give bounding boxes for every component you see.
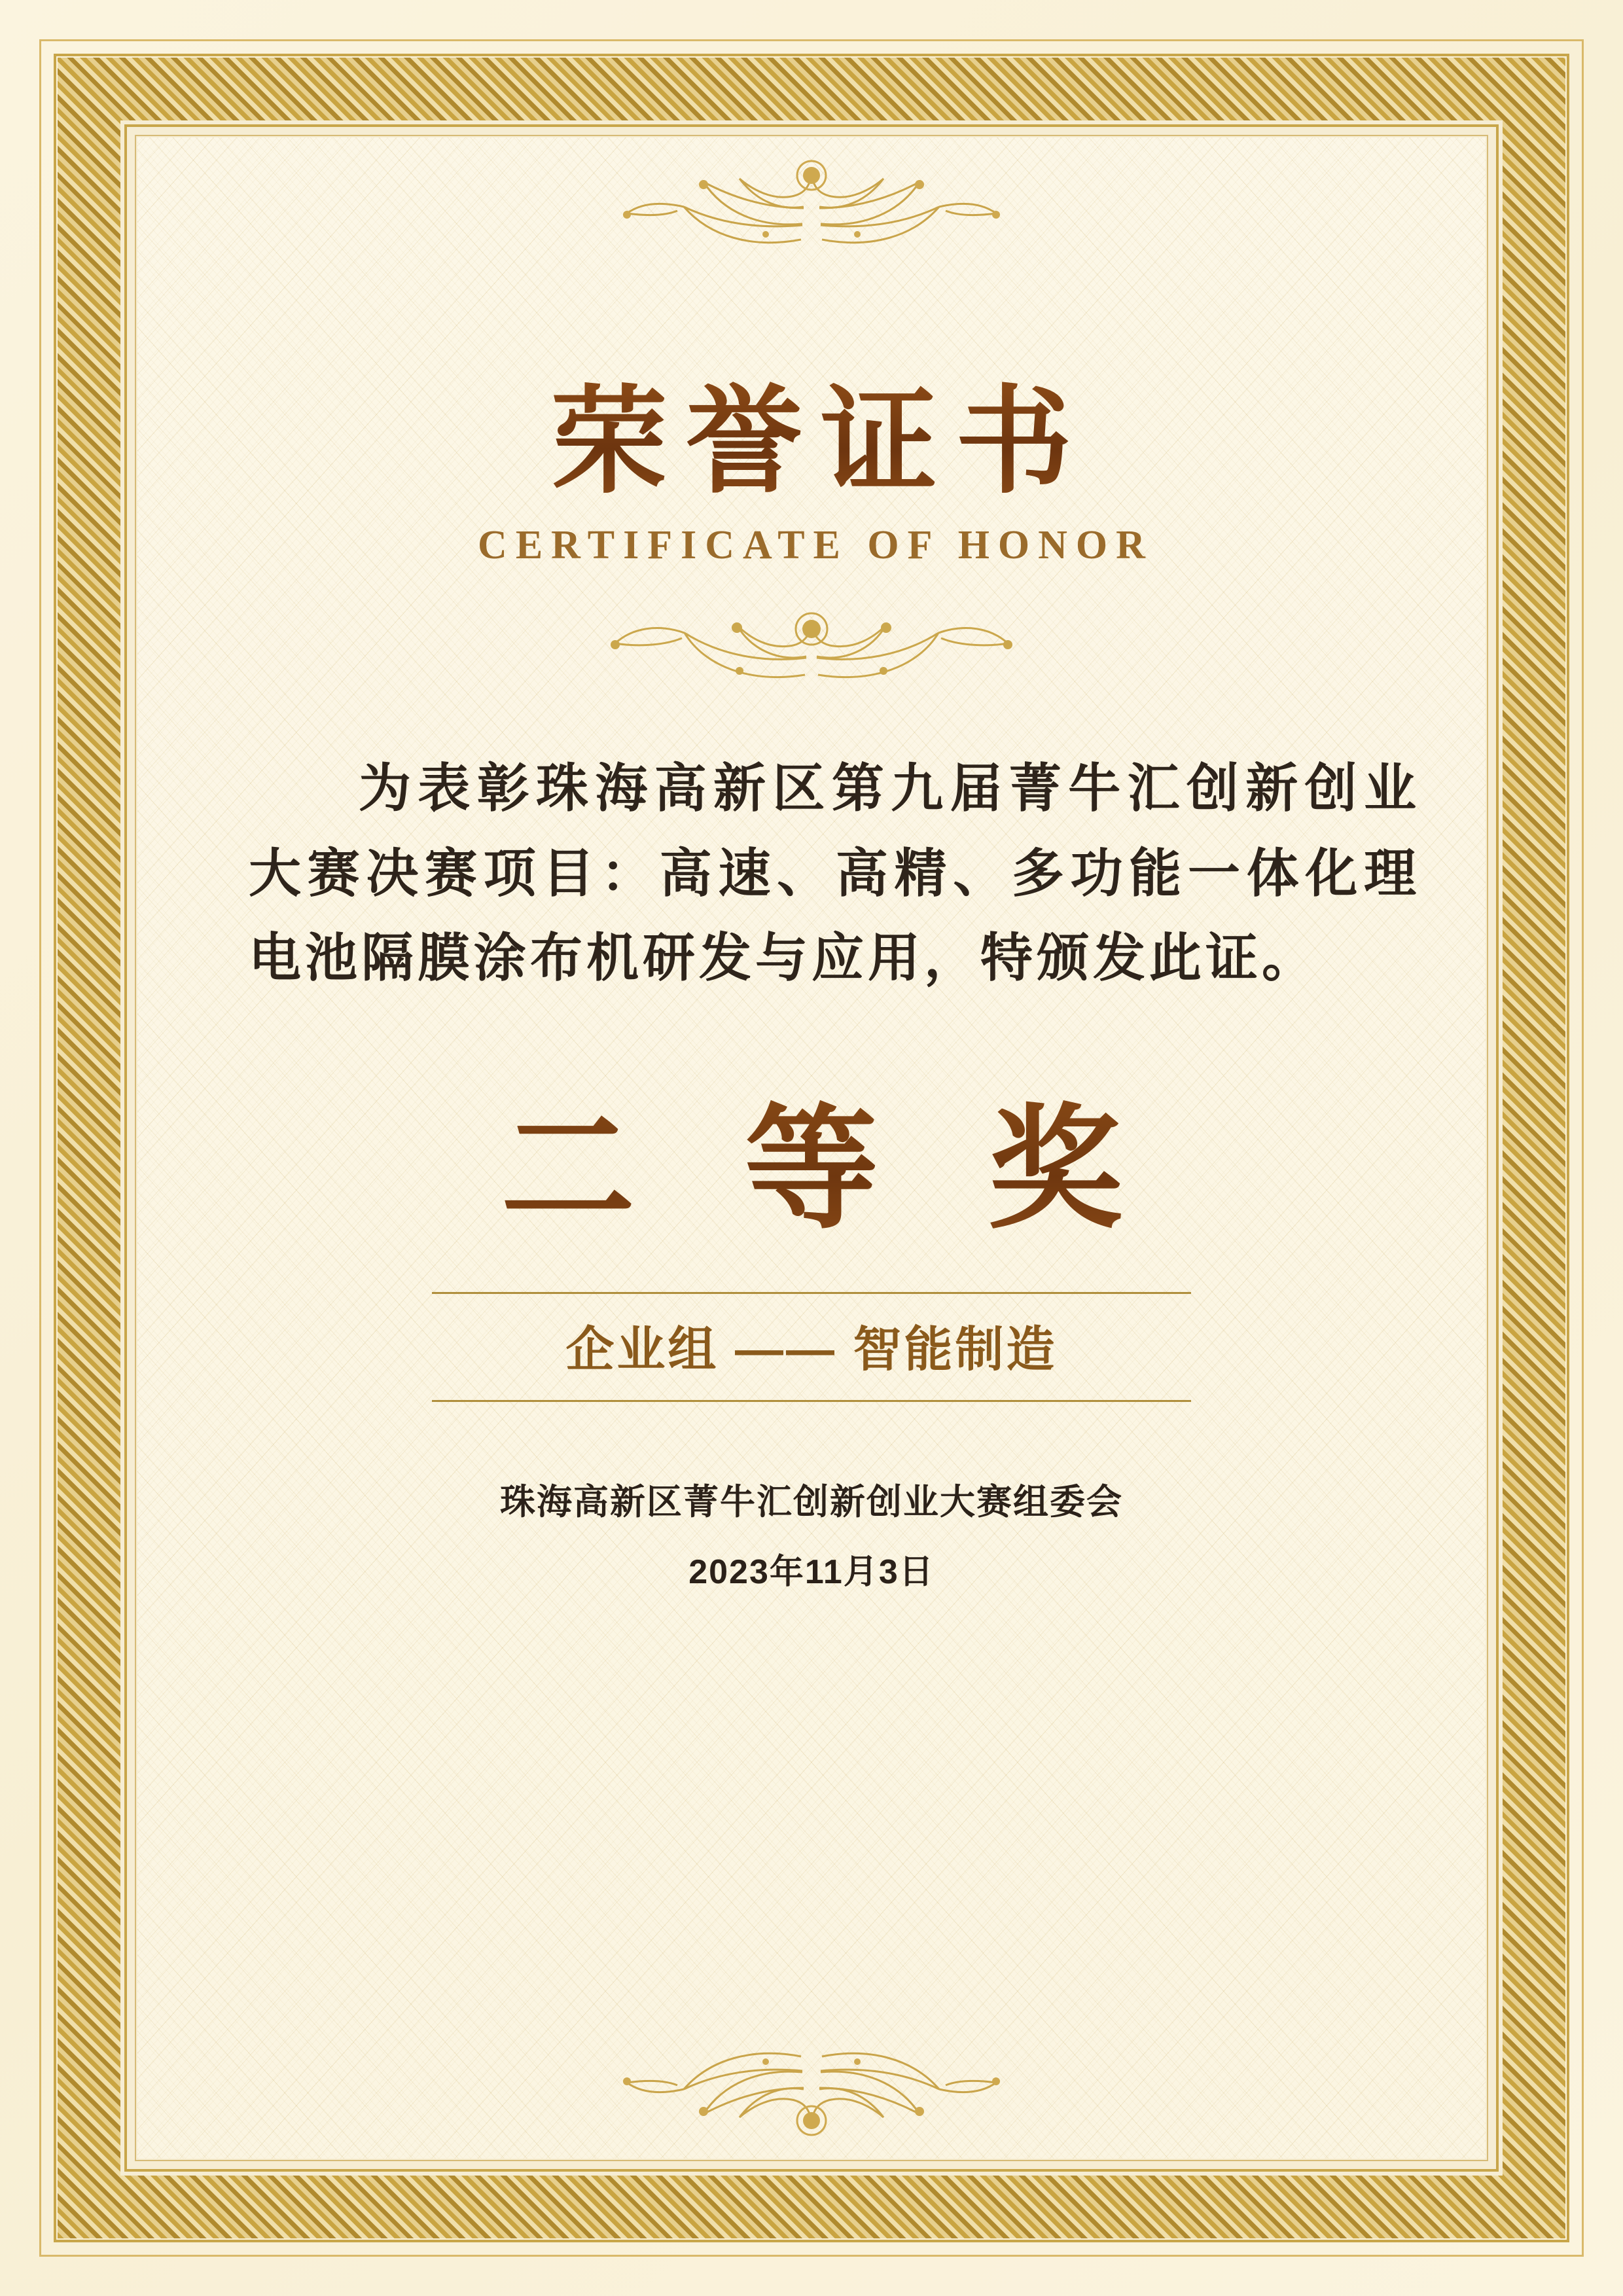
certificate-inner-panel <box>137 137 1486 2159</box>
citation-body: 为表彰珠海高新区第九届菁牛汇创新创业大赛决赛项目：高速、高精、多功能一体化理电池隔膜涂布机研发与应用，特颁发此证。 <box>249 761 1420 988</box>
page-title-en: CERTIFICATE OF HONOR <box>478 523 1154 568</box>
award-category-block <box>432 1292 1191 1402</box>
certificate-content <box>137 137 1486 1593</box>
page-title-cn: 荣誉证书 <box>249 380 1374 505</box>
floral-flourish-bottom-icon <box>543 2042 1080 2140</box>
floral-divider-icon <box>504 595 1119 693</box>
award-level: 二 等 奖 <box>249 1061 1374 1254</box>
issuer-name: 珠海高新区菁牛汇创新创业大赛组委会 <box>500 1482 1123 1522</box>
issue-date: 2023年11月3日 <box>688 1553 935 1592</box>
award-category: 企业组 —— 智能制造 <box>565 1322 1058 1377</box>
